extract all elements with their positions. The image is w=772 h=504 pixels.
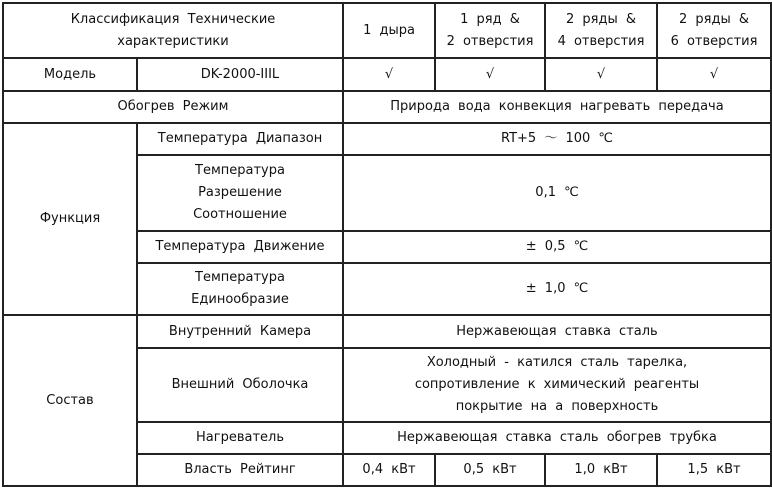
composition-row-value: Холодный - катился сталь тарелка, сопротивление к химический реагенты покрытие на а поверхность xyxy=(343,348,771,422)
composition-row-label: Внутренний Камера xyxy=(137,315,343,348)
composition-row-value: Нержавеющая ставка сталь xyxy=(343,315,771,348)
model-label: Модель xyxy=(3,58,137,91)
model-row xyxy=(3,58,771,91)
heating-row xyxy=(3,91,771,123)
function-row-label: Температура Разрешение Соотношение xyxy=(137,155,343,231)
power-label: Власть Рейтинг xyxy=(137,454,343,486)
header-row xyxy=(3,3,771,58)
header-col-3: 2 ряды & 4 отверстия xyxy=(545,3,657,58)
function-row-label: Температура Диапазон xyxy=(137,123,343,155)
header-classification: Классификация Технические характеристики xyxy=(3,3,343,58)
function-row-value: ± 1,0 ℃ xyxy=(343,263,771,315)
check-mark: √ xyxy=(545,58,657,91)
composition-row-label: Нагреватель xyxy=(137,422,343,454)
power-value: 0,4 кВт xyxy=(343,454,435,486)
function-row xyxy=(3,123,771,155)
function-label: Функция xyxy=(3,123,137,315)
header-col-4: 2 ряды & 6 отверстия xyxy=(657,3,771,58)
composition-row-label: Внешний Оболочка xyxy=(137,348,343,422)
composition-row xyxy=(3,315,771,348)
function-row-value: ± 0,5 ℃ xyxy=(343,231,771,263)
spec-table xyxy=(2,2,772,487)
power-value: 0,5 кВт xyxy=(435,454,545,486)
check-mark: √ xyxy=(435,58,545,91)
check-mark: √ xyxy=(343,58,435,91)
composition-row-value: Нержавеющая ставка сталь обогрев трубка xyxy=(343,422,771,454)
function-row-label: Температура Единообразие xyxy=(137,263,343,315)
header-col-2: 1 ряд & 2 отверстия xyxy=(435,3,545,58)
function-row-value: RT+5 〜 100 ℃ xyxy=(343,123,771,155)
composition-label: Состав xyxy=(3,315,137,486)
heating-label: Обогрев Режим xyxy=(3,91,343,123)
check-mark: √ xyxy=(657,58,771,91)
power-value: 1,0 кВт xyxy=(545,454,657,486)
model-value: DK-2000-IIIL xyxy=(137,58,343,91)
power-value: 1,5 кВт xyxy=(657,454,771,486)
header-col-1: 1 дыра xyxy=(343,3,435,58)
function-row-value: 0,1 ℃ xyxy=(343,155,771,231)
heating-value: Природа вода конвекция нагревать передача xyxy=(343,91,771,123)
function-row-label: Температура Движение xyxy=(137,231,343,263)
